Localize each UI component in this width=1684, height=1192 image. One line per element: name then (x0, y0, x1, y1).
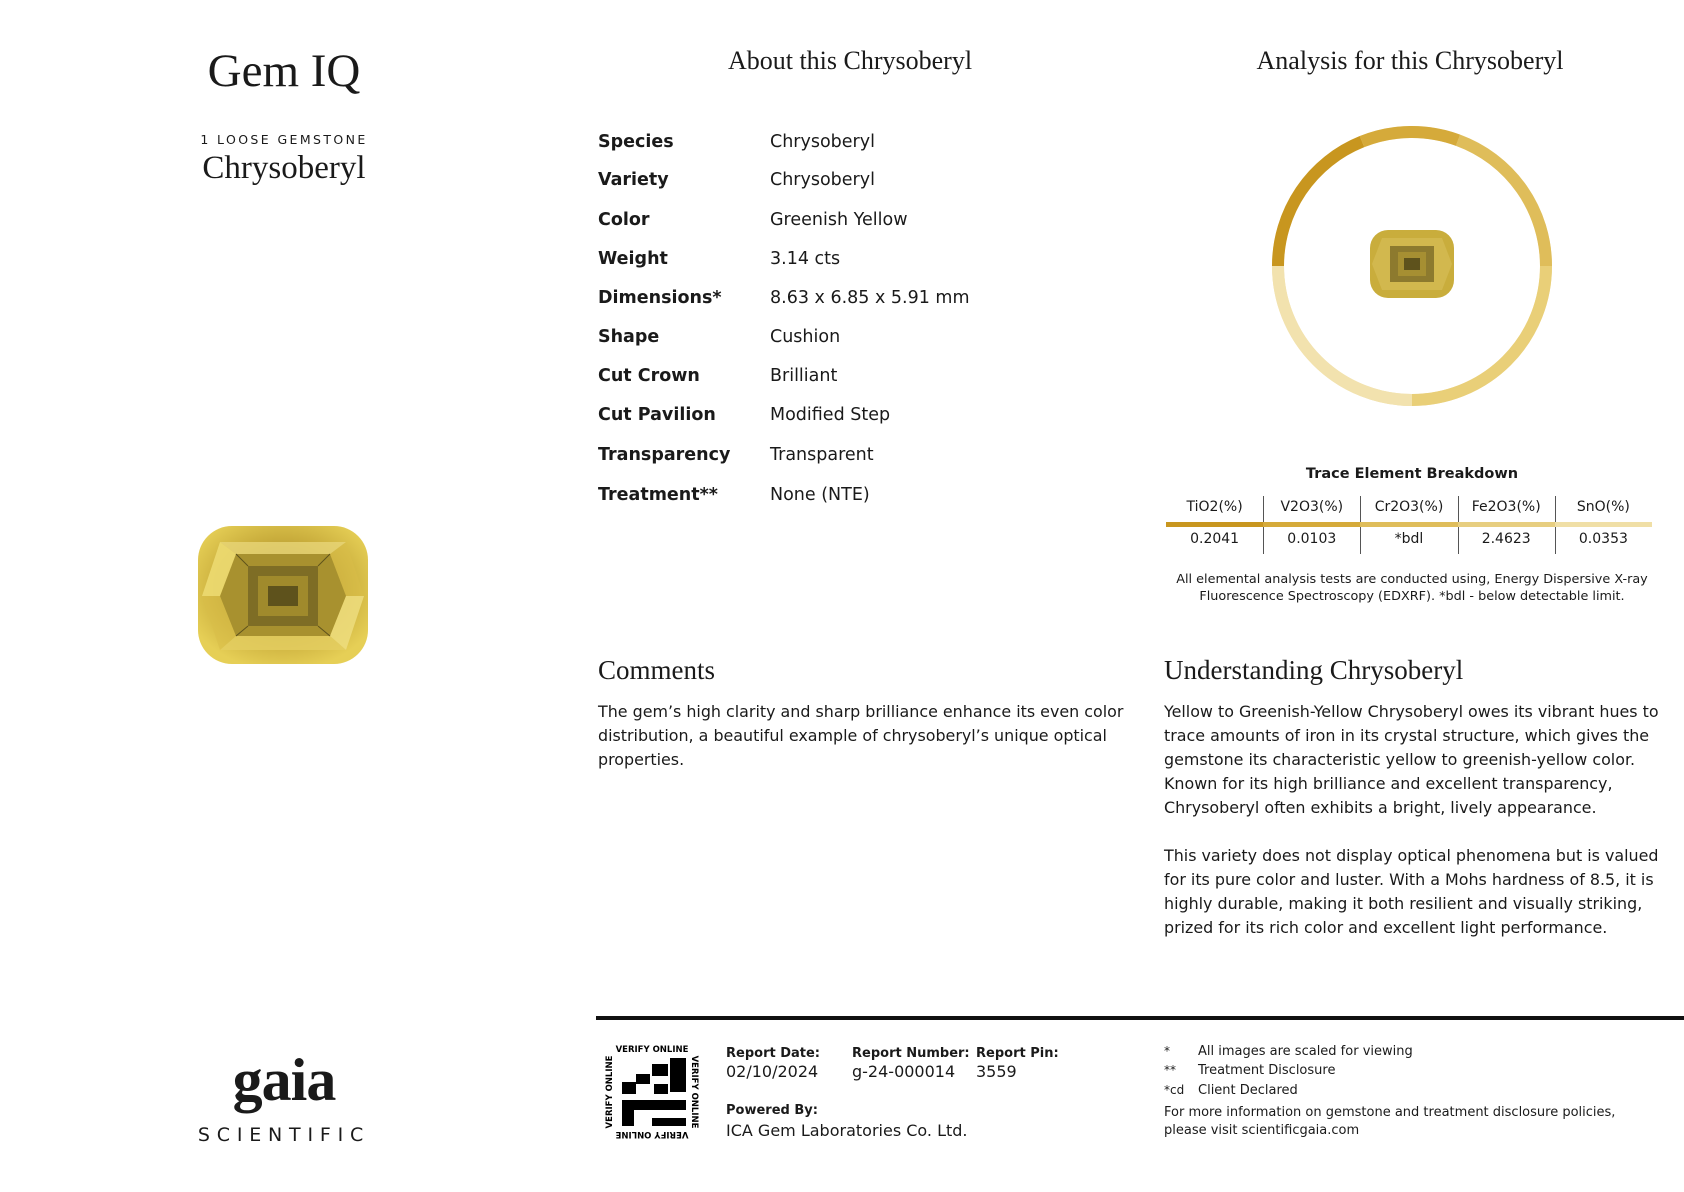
more-info-line: For more information on gemstone and treatment disclosure policies, (1164, 1105, 1616, 1120)
report-date-label: Report Date: (726, 1046, 821, 1061)
spec-label: Cut Crown (598, 366, 700, 386)
spec-row (598, 249, 1098, 279)
trace-header: Cr2O3(%) (1374, 499, 1444, 515)
more-info (1164, 1104, 1664, 1140)
about-title: About this Chrysoberyl (727, 46, 973, 75)
trace-color-bar (1458, 522, 1555, 527)
spec-value: Chrysoberyl (770, 170, 875, 190)
analysis-note-line: All elemental analysis tests are conducted using, Energy Dispersive X-ray (1176, 572, 1648, 587)
qr-text-left: VERIFY ONLINE (605, 1055, 615, 1129)
spec-value: Greenish Yellow (770, 210, 908, 230)
footnote-text: Client Declared (1198, 1083, 1298, 1098)
report-date: 02/10/2024 (726, 1062, 819, 1081)
spec-row (598, 445, 1098, 475)
gemstone-image (196, 524, 370, 668)
comments-title: Comments (598, 655, 716, 685)
footnote-symbol: *cd (1164, 1083, 1185, 1097)
trace-column (1360, 496, 1457, 554)
trace-column (1263, 496, 1360, 554)
brand-title: Gem IQ (207, 45, 361, 97)
report-number-label: Report Number: (852, 1046, 970, 1061)
trace-color-bar (1555, 522, 1652, 527)
spec-value: 3.14 cts (770, 249, 841, 269)
footnote-symbol: * (1164, 1044, 1170, 1058)
more-info-line: please visit scientificgaia.com (1164, 1123, 1360, 1138)
spec-value: Cushion (770, 327, 841, 347)
trace-header: TiO2(%) (1186, 499, 1243, 515)
spec-row (598, 170, 1098, 200)
trace-table (1166, 496, 1652, 554)
powered-by-label: Powered By: (726, 1103, 818, 1118)
trace-table-title: Trace Element Breakdown (1305, 466, 1519, 482)
spec-label: Shape (598, 327, 660, 347)
understanding-title: Understanding Chrysoberyl (1164, 655, 1464, 685)
trace-color-bar (1360, 522, 1457, 527)
spec-row (598, 210, 1098, 240)
spec-label: Species (598, 132, 674, 152)
trace-color-bar (1166, 522, 1263, 527)
report-pin: 3559 (976, 1062, 1017, 1081)
gem-count-label: 1 LOOSE GEMSTONE (200, 132, 368, 147)
verify-qr-code[interactable] (604, 1044, 700, 1140)
footnote-text: Treatment Disclosure (1198, 1063, 1336, 1078)
analysis-note (1166, 571, 1658, 605)
gem-name: Chrysoberyl (202, 150, 366, 186)
spec-row (598, 405, 1098, 435)
analysis-title: Analysis for this Chrysoberyl (1256, 46, 1564, 75)
report-pin-label: Report Pin: (976, 1046, 1059, 1061)
trace-column (1166, 496, 1263, 554)
trace-value: 0.0353 (1578, 531, 1628, 547)
trace-value: 2.4623 (1481, 531, 1531, 547)
footnote-symbol: ** (1164, 1063, 1176, 1077)
spec-label: Treatment** (598, 485, 718, 505)
trace-header: SnO(%) (1576, 499, 1630, 515)
spec-row (598, 366, 1098, 396)
trace-element-ring (1270, 124, 1554, 408)
trace-column (1458, 496, 1555, 554)
understanding-paragraph: This variety does not display optical phenomena but is valued for its pure color and luster. With a Mohs hardness of 8.5, it is highly durable, making it both resilient and visually striking, prized for its rich color and excellent light performance. (1164, 846, 1659, 937)
analysis-note-line: Fluorescence Spectroscopy (EDXRF). *bdl - below detectable limit. (1199, 589, 1625, 604)
spec-label: Color (598, 210, 650, 230)
spec-value: Transparent (770, 445, 874, 465)
spec-value: 8.63 x 6.85 x 5.91 mm (770, 288, 970, 308)
footnote-text: All images are scaled for viewing (1198, 1044, 1413, 1059)
comments-text: The gem’s high clarity and sharp brilliance enhance its even color distribution, a beautiful example of chrysoberyl’s unique optical properties. (598, 702, 1124, 769)
footer-divider (596, 1016, 1684, 1020)
spec-value: Chrysoberyl (770, 132, 875, 152)
trace-color-bar (1263, 522, 1360, 527)
trace-value: *bdl (1394, 531, 1424, 547)
understanding-text (1164, 700, 1664, 964)
spec-row (598, 327, 1098, 357)
spec-label: Cut Pavilion (598, 405, 716, 425)
report-number: g-24-000014 (852, 1062, 956, 1081)
qr-text-right: VERIFY ONLINE (689, 1055, 699, 1129)
qr-text-top: VERIFY ONLINE (615, 1045, 689, 1055)
spec-value: Modified Step (770, 405, 891, 425)
spec-row (598, 288, 1098, 318)
trace-header: Fe2O3(%) (1471, 499, 1541, 515)
gemstone-thumbnail (1370, 230, 1454, 298)
trace-value: 0.0103 (1287, 531, 1337, 547)
spec-value: None (NTE) (770, 485, 870, 505)
spec-row (598, 485, 1098, 515)
spec-label: Variety (598, 170, 669, 190)
understanding-paragraph: Yellow to Greenish-Yellow Chrysoberyl owes its vibrant hues to trace amounts of iron in its crystal structure, which gives the gemstone its characteristic yellow to greenish-yellow color. Known for its high brilliance and excellent transparency, Chrysoberyl often exhibits a bright, lively appearance. (1164, 702, 1659, 817)
spec-label: Weight (598, 249, 668, 269)
spec-row (598, 132, 1098, 162)
spec-label: Transparency (598, 445, 731, 465)
gaia-logo-subtitle: SCIENTIFIC (197, 1124, 371, 1146)
trace-value: 0.2041 (1190, 531, 1240, 547)
spec-value: Brilliant (770, 366, 838, 386)
trace-column (1555, 496, 1652, 554)
trace-header: V2O3(%) (1280, 499, 1344, 515)
gaia-logo: gaia (232, 1047, 336, 1113)
spec-label: Dimensions* (598, 288, 722, 308)
powered-by: ICA Gem Laboratories Co. Ltd. (726, 1121, 968, 1140)
qr-text-bottom: VERIFY ONLINE (615, 1129, 689, 1139)
